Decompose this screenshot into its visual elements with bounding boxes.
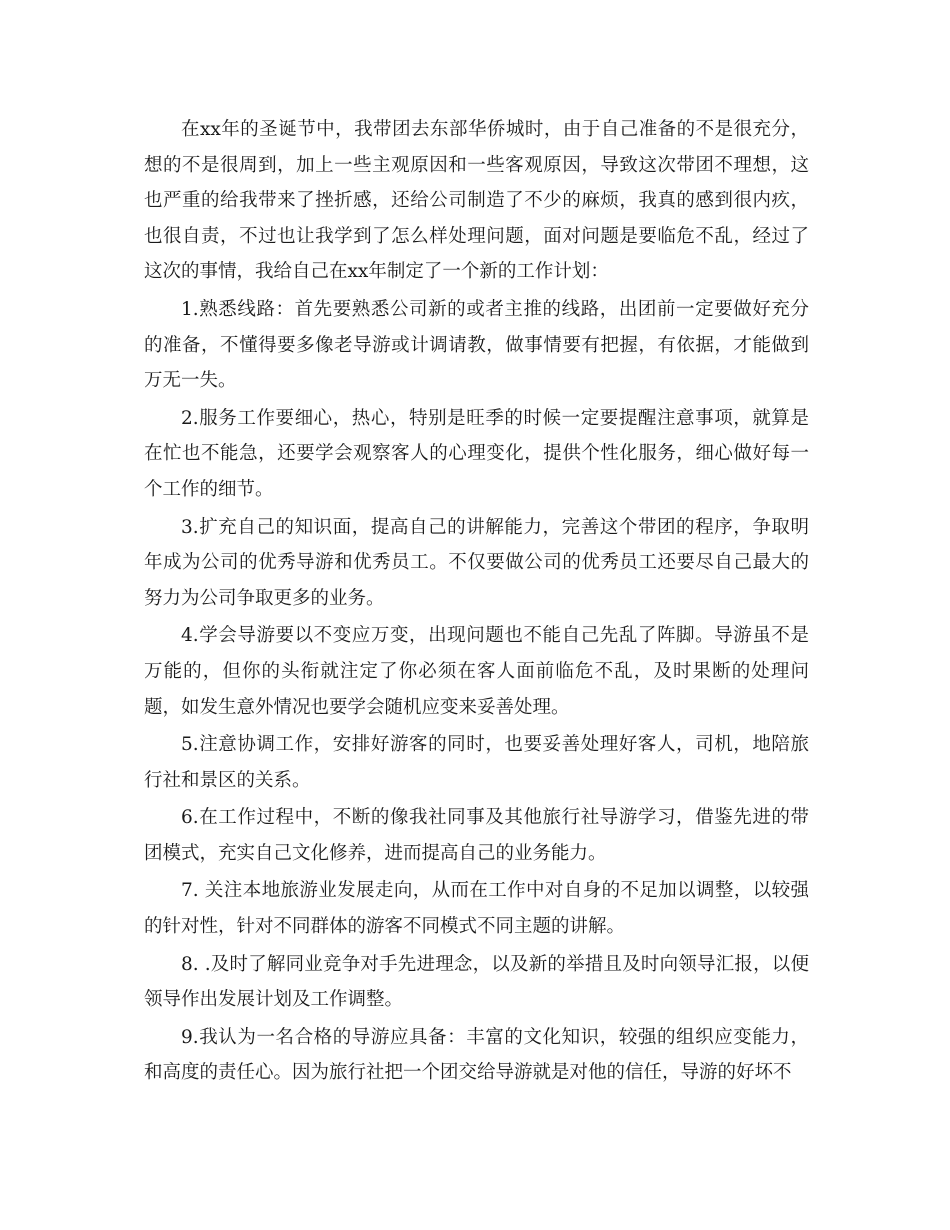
paragraph-item-7: 7. 关注本地旅游业发展走向，从而在工作中对自身的不足加以调整，以较强的针对性，针对不同群体的游客不同模式不同主题的讲解。 xyxy=(144,880,809,938)
paragraph-item-8: 8. .及时了解同业竞争对手先进理念，以及新的举措且及时向领导汇报，以便领导作出发展计划及工作调整。 xyxy=(144,953,809,1011)
paragraph-item-5: 5.注意协调工作，安排好游客的同时，也要妥善处理好客人，司机，地陪旅行社和景区的关系。 xyxy=(144,734,809,791)
paragraph-item-6: 6.在工作过程中，不断的像我社同事及其他旅行社导游学习，借鉴先进的带团模式，充实自己文化修养，进而提高自己的业务能力。 xyxy=(144,807,809,864)
paragraph-intro: 在xx年的圣诞节中，我带团去东部华侨城时，由于自己准备的不是很充分，想的不是很周到，加上一些主观原因和一些客观原因，导致这次带团不理想，这也严重的给我带来了挫折感，还给公司制造了不少的麻烦，我真的感到很内疚，也很自责，不过也让我学到了怎么样处理问题，面对问题是要临危不乱，经过了这次的事情，我给自己在xx年制定了一个新的工作计划： xyxy=(144,119,809,283)
paragraph-item-4: 4.学会导游要以不变应万变，出现问题也不能自己先乱了阵脚。导游虽不是万能的，但你的头衔就注定了你必须在客人面前临危不乱，及时果断的处理问题，如发生意外情况也要学会随机应变来妥善处理。 xyxy=(144,625,809,718)
paragraph-item-9: 9.我认为一名合格的导游应具备：丰富的文化知识，较强的组织应变能力，和高度的责任心。因为旅行社把一个团交给导游就是对他的信任，导游的好坏不 xyxy=(144,1026,809,1084)
paragraph-item-1: 1.熟悉线路：首先要熟悉公司新的或者主推的线路，出团前一定要做好充分的准备，不懂得要多像老导游或计调请教，做事情要有把握，有依据，才能做到万无一失。 xyxy=(144,298,809,392)
document-page xyxy=(144,112,809,1093)
paragraph-item-2: 2.服务工作要细心，热心，特别是旺季的时候一定要提醒注意事项，就算是在忙也不能急，还要学会观察客人的心理变化，提供个性化服务，细心做好每一个工作的细节。 xyxy=(144,407,809,500)
paragraph-item-3: 3.扩充自己的知识面，提高自己的讲解能力，完善这个带团的程序，争取明年成为公司的优秀导游和优秀员工。不仅要做公司的优秀员工还要尽自己最大的努力为公司争取更多的业务。 xyxy=(144,516,809,609)
